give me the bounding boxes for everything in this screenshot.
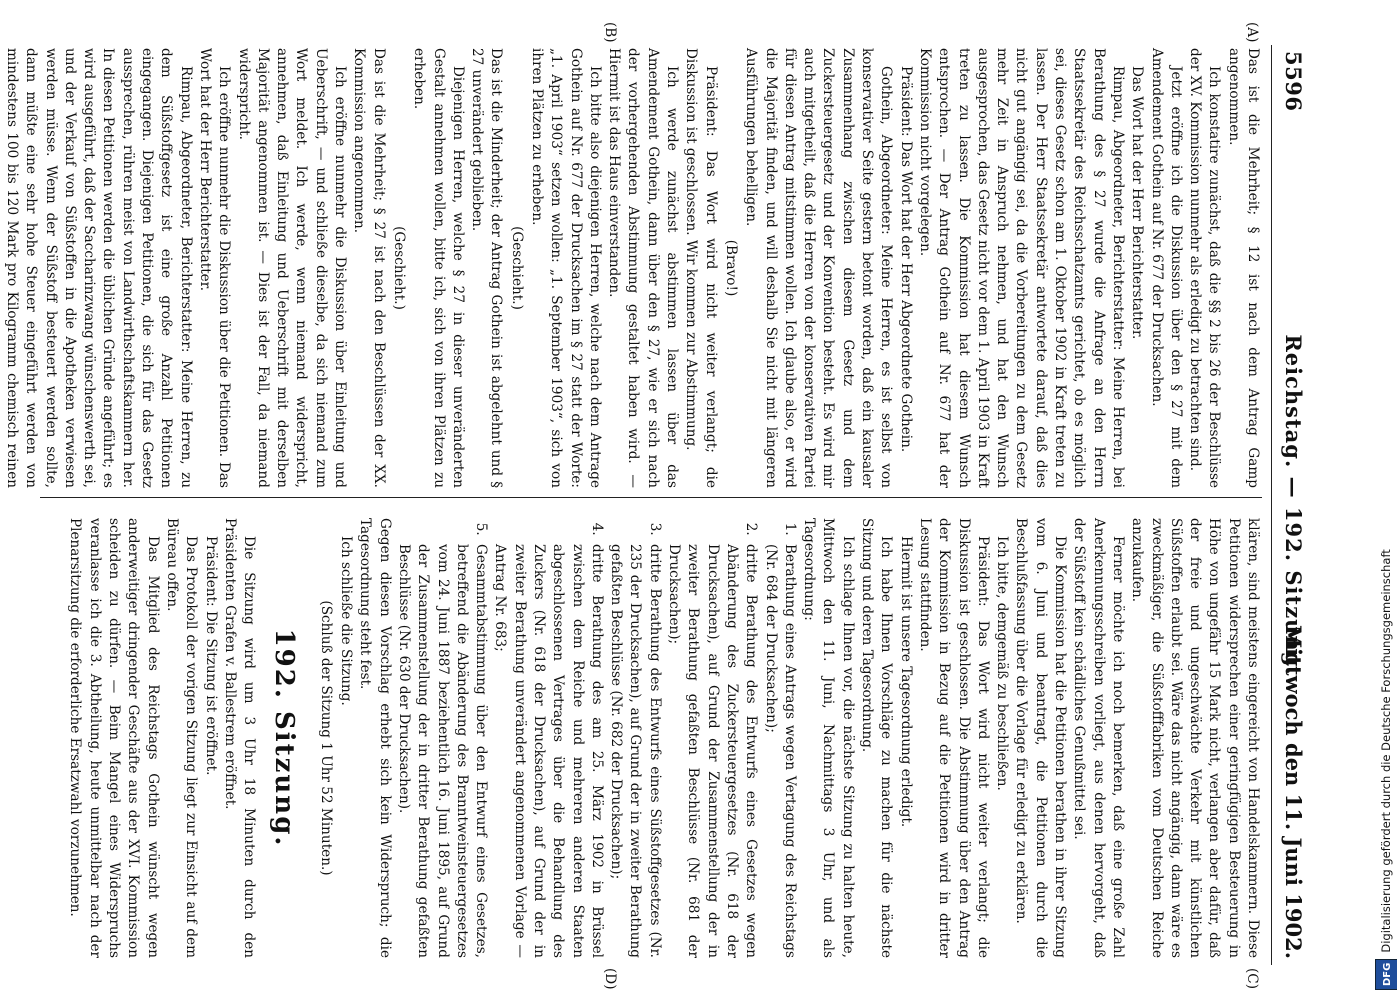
agenda-item: 5. Gesammtabstimmung über den Entwurf eines Gesetzes, betreffend die Abänderung des Branntweinsteuergesetzes vom 24. Juni 1887 beziehentlich 16. Juni 1895, auf Grund der Zusammenstellung der in dritter Berathung gefaßten Beschlüsse (Nr. 630 der Drucksachen). — [394, 540, 490, 958]
margin-marker-b: (B) — [602, 22, 618, 43]
margin-marker-a: (A) — [1244, 22, 1260, 43]
paragraph: Die Sitzung wird um 3 Uhr 18 Minuten durch den Präsidenten Grafen v. Ballestrem eröffnet. — [221, 518, 258, 958]
paragraph: Ferner möchte ich noch bemerken, daß eine große Zahl Anerkennungsschreiben vorliegt, aus denen hervorgeht, daß der Süßstoff kein schädliches Genußmittel sei. — [1071, 518, 1126, 958]
paragraph: Das Wort hat der Herr Berichterstatter. — [1129, 66, 1146, 340]
agenda-item: 2. dritte Berathung des Entwurfs eines Gesetzes wegen Abänderung des Zuckersteuergesetzes (Nr. 618 der Drucksachen), auf Grund der Zusammenstellung der in zweiter Berathung gefaßten Beschlüsse (Nr. 681 der Drucksachen); — [664, 540, 760, 958]
speech-president: Präsident: Die Sitzung ist eröffnet. — [202, 536, 219, 776]
paragraph: klären, sind meistens eingereicht von Handelskammern. Diese Petitionen widersprechen einer geringfügigen Besteuerung in Höhe von ungefähr 15 Mark nicht, verlangen aber dafür, daß der freie und ungeschwächte Verkehr mit künstlichen Süßstoffen erlaubt sei. Wäre das nicht angängig, dann wäre es zweckmäßiger, die Süßstofffabriken vom Deutschen Reiche anzukaufen. — [1129, 518, 1261, 958]
paragraph: Das Mitglied des Reichstags Gothein wünscht wegen anderweitiger dringender Geschäfte aus der XVI. Kommission scheiden zu dürfen. — Beim Mangel eines Widerspruchs veranlasse ich die 3. Abtheilung, heute unmittelbar nach der Plenarsitzung die erforderliche Ersatzwahl vorzunehmen. — [67, 518, 161, 958]
margin-marker-c: (C) — [1244, 968, 1260, 990]
paragraph: Das ist die Mehrheit; § 12 ist nach dem Antrag Gamp angenommen. — [1225, 48, 1261, 488]
column-divider — [40, 497, 1262, 498]
speech-president: Präsident: Das Wort wird nicht weiter verlangt; die Diskussion ist geschlossen. Wir kommen zur Abstimmung. — [683, 48, 719, 488]
paragraph: Diejenigen Herren, welche § 27 in dieser unveränderten Gestalt annehmen wollen, bitte ich, sich von ihren Plätzen zu erheben. — [411, 48, 466, 488]
interjection: (Geschieht.) — [390, 226, 407, 310]
left-column — [4, 48, 1262, 488]
speech-president: Präsident: Das Wort hat der Herr Abgeordnete Gothein. — [897, 66, 914, 453]
paragraph: Jetzt eröffne ich die Diskussion über den § 27 mit dem Amendement Gothein auf Nr. 677 der Drucksachen. — [1148, 48, 1184, 488]
paragraph: Das ist die Minderheit; der Antrag Gothein ist abgelehnt und § 27 unverändert geblieben. — [469, 48, 505, 488]
paragraph: Ich werde zunächst abstimmen lassen über das Amendement Gothein, dann über den § 27, wie er sich nach der vorhergehenden Abstimmung gestaltet haben wird. — Hiermit ist das Haus einverstanden. — [606, 48, 681, 488]
page-number: 5596 — [1281, 51, 1306, 112]
speech-rimpau: Rimpau, Abgeordneter, Berichterstatter: Meine Herren, zu dem Süßstoffgesetz ist eine große Anzahl Petitionen eingegangen. Diejenigen Petitionen, die sich für das Gesetz aussprechen, rühren meist von Landwirthschaftskammern her. In diesen Petitionen werden die üblichen Gründe angeführt; es wird ausgeführt, daß der Saccharinzwang wünschenswerth sei, und der Verkauf von Süßstoffen in die Apotheken verwiesen werden müsse. Wenn der Süßstoff besteuert werden sollte, dann müßte eine sehr hohe Steuer eingeführt werden von mindestens 100 bis 120 Mark pro Kilogramm chemisch reinen — [4, 48, 194, 488]
agenda-item: 4. dritte Berathung des am 25. März 1902 in Brüssel zwischen dem Reiche und mehreren anderen Staaten abgeschlossenen Vertrages über die Behandlung des Zuckers (Nr. 618 der Drucksachen), auf Grund der in zweiter Berathung unverändert angenommenen Vorlage — Antrag Nr. 683; — [490, 540, 606, 958]
header-date: Mittwoch den 11. Juni 1902. — [1281, 624, 1306, 959]
speech-president: Präsident: Das Wort wird nicht weiter verlangt; die Diskussion ist geschlossen. Die Abstimmung über den Antrag der Kommission in Bezug auf die Petitionen wird in dritter Lesung stattfinden. — [916, 518, 991, 958]
paragraph: Ich habe Ihnen Vorschläge zu machen für die nächste Sitzung und deren Tagesordnung. — [859, 518, 895, 958]
dfg-logo: DFG — [1375, 959, 1397, 990]
paragraph: Das ist die Mehrheit; § 27 ist nach den Beschlüssen der XX. Kommission angenommen. — [351, 48, 387, 488]
interjection: (Bravo!) — [722, 239, 739, 297]
paragraph: Die Kommission hat die Petitionen berathen in ihrer Sitzung vom 6. Juni und beantragt, die Petitionen durch die Beschlußfassung über die Vorlage für erledigt zu erklären. — [1013, 518, 1069, 958]
session-heading: 192. Sitzung. — [269, 628, 300, 848]
paragraph: Ich eröffne nunmehr die Diskussion über Einleitung und Ueberschrift, — und schließe dieselbe, da sich niemand zum Wort meldet. Ich werde, wenn niemand widerspricht, annehmen, daß Einleitung und Ueberschrift mit derselben Majorität angenommen ist. — Dies ist der Fall, da niemand widerspricht. — [235, 48, 349, 488]
session-end-note: (Schluß der Sitzung 1 Uhr 52 Minuten.) — [317, 600, 334, 876]
agenda-item: 1. Berathung eines Antrags wegen Vertagung des Reichstags (Nr. 684 der Drucksachen); — [760, 540, 799, 958]
paragraph: Das Protokoll der vorigen Sitzung liegt zur Einsicht auf dem Büreau offen. — [163, 518, 200, 958]
page-header — [1271, 45, 1312, 965]
paragraph: Ich eröffne nunmehr die Diskussion über die Petitionen. Das Wort hat der Herr Berichterstatter. — [196, 48, 233, 488]
digitization-credit — [1371, 0, 1397, 1000]
header-title: Reichstag. — 192. Sitzung. — [1281, 334, 1306, 676]
paragraph: Ich konstatire zunächst, daß die §§ 2 bis 26 der Beschlüsse der XV. Kommission nunmehr als erledigt zu betrachten sind. — [1187, 48, 1223, 488]
interjection: (Geschieht.) — [508, 226, 525, 310]
speech-gothein: Gothein, Abgeordneter: Meine Herren, es ist selbst von konservativer Seite gestern betont worden, daß ein kausaler Zusammenhang zwischen diesem Gesetz und dem Zuckersteuergesetz und der Konvention besteht. Es wird mir auch mitgetheilt, daß die Herren von der konservativen Partei für diesen Antrag mitstimmen wollen. Ich glaube also, er wird die Majorität finden, und will deshalb Sie nicht mit längeren Ausführungen behelligen. — [743, 48, 895, 488]
paragraph: Ich schlage Ihnen vor, die nächste Sitzung zu halten heute, Mittwoch den 11. Juni, Nachmittags 3 Uhr, und als Tagesordnung: — [801, 518, 856, 958]
credit-text: Digitalisierung gefördert durch die Deutsche Forschungsgemeinschaft — [1379, 549, 1393, 953]
speech-rimpau: Rimpau, Abgeordneter, Berichterstatter: Meine Herren, bei Berathung des § 27 wurde die Anfrage an den Herrn Staatssekretär des Reichsschatzamts gerichtet, ob es möglich sei, dieses Gesetz schon am 1. Oktober 1902 in Kraft treten zu lassen. Der Herr Staatssekretär antwortete darauf, daß dies nicht gut angängig sei, da die Vorbereitungen zu dem Gesetz mehr Zeit in Anspruch nehmen, und hat den Wunsch ausgesprochen, das Gesetz nicht vor dem 1. April 1903 in Kraft treten zu lassen. Die Kommission hat diesem Wunsch entsprochen. — Der Antrag Gothein auf Nr. 677 hat der Kommission nicht vorgelegen. — [916, 48, 1126, 488]
paragraph: Hiermit ist unsere Tagesordnung erledigt. — [897, 536, 914, 828]
document-page — [4, 0, 1330, 1000]
paragraph: Gegen diesen Vorschlag erhebt sich kein Widerspruch; die Tagesordnung steht fest. — [357, 518, 393, 958]
right-column — [40, 518, 1262, 958]
paragraph: Ich bitte, demgemäß zu beschließen. — [994, 536, 1011, 791]
margin-marker-d: (D) — [602, 968, 618, 990]
agenda-list — [394, 518, 799, 958]
paragraph: Ich schließe die Sitzung. — [338, 536, 355, 706]
paragraph: Ich bitte also diejenigen Herren, welche nach dem Antrage Gothein auf Nr. 677 der Drucksachen im § 27 statt der Worte: „1. April 1903“ setzen wollen: „1. September 1903“, sich von ihren Plätzen zu erheben. — [529, 48, 603, 488]
agenda-item: 3. dritte Berathung des Entwurfs eines Süßstoffgesetzes (Nr. 235 der Drucksachen), auf Grund der in zweiter Berathung gefaßten Beschlüsse (Nr. 682 der Drucksachen); — [606, 540, 664, 958]
